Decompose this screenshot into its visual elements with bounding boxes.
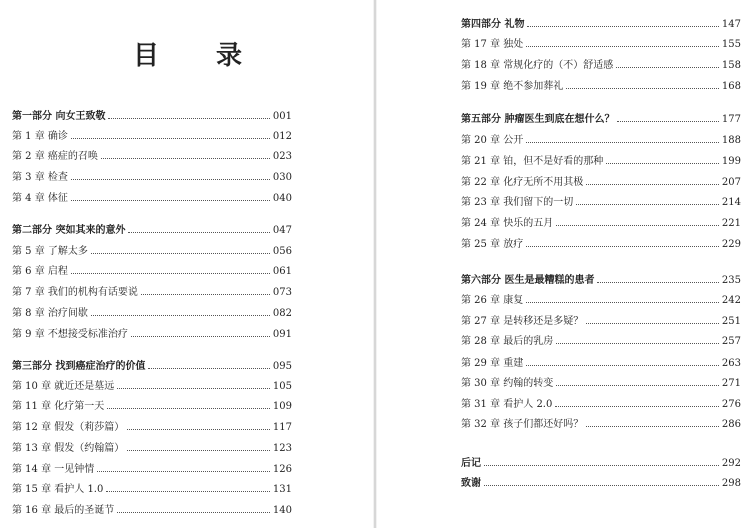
- toc-chapter-entry: [12, 190, 292, 208]
- toc-entry-label: 第 27 章 是转移还是多疑？: [461, 316, 584, 327]
- toc-entry-page-number: 229: [721, 239, 741, 250]
- toc-entry-page-number: 023: [272, 151, 292, 162]
- toc-entry-page-number: 286: [721, 419, 741, 430]
- toc-entry-page-number: 199: [721, 156, 741, 167]
- toc-chapter-entry: [12, 502, 292, 520]
- toc-entry-label: 第 17 章 独处: [461, 39, 524, 50]
- toc-entry-label: 第二部分 突如其来的意外: [12, 225, 126, 236]
- toc-entry-label: 第 11 章 化疗第一天: [12, 401, 105, 412]
- dot-leader: [556, 384, 719, 386]
- toc-entry-page-number: 257: [721, 336, 741, 347]
- toc-chapter-entry: [461, 36, 741, 54]
- toc-entry-label: 第 5 章 了解太多: [12, 246, 88, 257]
- dot-leader: [586, 425, 719, 427]
- toc-chapter-entry: [12, 148, 292, 166]
- dot-leader: [141, 293, 270, 295]
- toc-entry-page-number: 056: [272, 246, 292, 257]
- toc-chapter-entry: [461, 396, 741, 414]
- dot-leader: [71, 199, 270, 201]
- toc-entry-page-number: 251: [721, 316, 741, 327]
- toc-chapter-entry: [12, 305, 292, 323]
- toc-entry-label: 第 21 章 铂，但不是好看的那种: [461, 156, 604, 167]
- toc-chapter-entry: [461, 215, 741, 233]
- dot-leader: [527, 25, 718, 27]
- dot-leader: [616, 66, 719, 68]
- toc-part-entry: [461, 16, 741, 34]
- dot-leader: [127, 428, 270, 430]
- toc-entry-label: 第 32 章 孩子们都还好吗？: [461, 419, 584, 430]
- toc-entry-page-number: 177: [721, 114, 741, 125]
- toc-entry-label: 第 26 章 康复: [461, 295, 524, 306]
- dot-leader: [91, 314, 270, 316]
- toc-entry-label: 第 29 章 重建: [461, 358, 524, 369]
- toc-part-entry: [461, 475, 741, 493]
- toc-entry-label: 第五部分 肿瘤医生到底在想什么？: [461, 114, 615, 125]
- dot-leader: [117, 511, 270, 513]
- toc-entry-label: 第 30 章 约翰的转变: [461, 378, 554, 389]
- toc-entry-label: 第 20 章 公开: [461, 135, 524, 146]
- toc-entry-label: 第 23 章 我们留下的一切: [461, 197, 574, 208]
- toc-entry-label: 第 14 章 一见钟情: [12, 464, 95, 475]
- toc-chapter-entry: [12, 398, 292, 416]
- toc-chapter-entry: [12, 128, 292, 146]
- toc-entry-page-number: 061: [272, 266, 292, 277]
- toc-entry-page-number: 158: [721, 60, 741, 71]
- toc-entry-label: 第 13 章 假发（约翰篇）: [12, 443, 125, 454]
- toc-part-entry: [461, 111, 741, 129]
- toc-chapter-entry: [12, 263, 292, 281]
- toc-entry-page-number: 188: [721, 135, 741, 146]
- toc-chapter-entry: [461, 194, 741, 212]
- dot-leader: [127, 449, 270, 451]
- toc-chapter-entry: [461, 313, 741, 331]
- toc-entry-page-number: 147: [721, 19, 741, 30]
- toc-entry-label: 致谢: [461, 478, 481, 489]
- toc-entry-page-number: 073: [272, 287, 292, 298]
- toc-entry-label: 第 28 章 最后的乳房: [461, 336, 554, 347]
- toc-chapter-entry: [12, 378, 292, 396]
- toc-chapter-entry: [461, 292, 741, 310]
- dot-leader: [566, 87, 719, 89]
- toc-entry-label: 第 25 章 放疗: [461, 239, 524, 250]
- dot-leader: [71, 137, 270, 139]
- toc-entry-label: 第 7 章 我们的机构有话要说: [12, 287, 138, 298]
- toc-entry-page-number: 117: [272, 422, 292, 433]
- toc-chapter-entry: [12, 461, 292, 479]
- toc-chapter-entry: [461, 416, 741, 434]
- dot-leader: [526, 45, 719, 47]
- dot-leader: [131, 335, 270, 337]
- dot-leader: [555, 405, 719, 407]
- toc-entry-page-number: 214: [721, 197, 741, 208]
- toc-entry-label: 第 18 章 常规化疗的（不）舒适感: [461, 60, 614, 71]
- toc-entry-label: 第 19 章 绝不参加葬礼: [461, 81, 564, 92]
- dot-leader: [556, 224, 719, 226]
- toc-entry-page-number: 126: [272, 464, 292, 475]
- toc-chapter-entry: [461, 132, 741, 150]
- toc-entry-page-number: 207: [721, 177, 741, 188]
- toc-entry-page-number: 047: [272, 225, 292, 236]
- toc-chapter-entry: [461, 375, 741, 393]
- toc-chapter-entry: [461, 333, 741, 351]
- toc-entry-label: 第四部分 礼物: [461, 19, 525, 30]
- dot-leader: [606, 162, 719, 164]
- toc-entry-label: 第六部分 医生是最糟糕的患者: [461, 275, 595, 286]
- toc-entry-page-number: 109: [272, 401, 292, 412]
- toc-entry-page-number: 123: [272, 443, 292, 454]
- toc-entry-page-number: 155: [721, 39, 741, 50]
- dot-leader: [71, 272, 270, 274]
- dot-leader: [484, 484, 719, 486]
- toc-entry-page-number: 105: [272, 381, 292, 392]
- toc-entry-label: 第 3 章 检查: [12, 172, 68, 183]
- toc-entry-page-number: 298: [721, 478, 741, 489]
- toc-entry-label: 第 8 章 治疗间歇: [12, 308, 88, 319]
- toc-chapter-entry: [461, 355, 741, 373]
- toc-entry-page-number: 292: [721, 458, 741, 469]
- toc-title: 目 录: [132, 41, 267, 71]
- toc-entry-page-number: 168: [721, 81, 741, 92]
- dot-leader: [106, 490, 270, 492]
- toc-entry-label: 后记: [461, 458, 481, 469]
- toc-part-entry: [461, 455, 741, 473]
- toc-chapter-entry: [12, 481, 292, 499]
- toc-entry-label: 第 2 章 癌症的召唤: [12, 151, 98, 162]
- toc-entry-page-number: 012: [272, 131, 292, 142]
- toc-entry-page-number: 095: [272, 361, 292, 372]
- toc-chapter-entry: [461, 78, 741, 96]
- toc-entry-page-number: 082: [272, 308, 292, 319]
- toc-part-entry: [12, 222, 292, 240]
- dot-leader: [108, 117, 269, 119]
- toc-entry-page-number: 091: [272, 329, 292, 340]
- toc-chapter-entry: [12, 419, 292, 437]
- toc-chapter-entry: [12, 326, 292, 344]
- toc-entry-label: 第 6 章 启程: [12, 266, 68, 277]
- toc-entry-page-number: 271: [721, 378, 741, 389]
- toc-entry-label: 第 16 章 最后的圣诞节: [12, 505, 115, 516]
- dot-leader: [586, 183, 719, 185]
- toc-entry-page-number: 235: [721, 275, 741, 286]
- dot-leader: [91, 252, 270, 254]
- dot-leader: [484, 464, 719, 466]
- right-page: [377, 0, 750, 528]
- toc-entry-label: 第三部分 找到癌症治疗的价值: [12, 361, 146, 372]
- dot-leader: [71, 178, 270, 180]
- dot-leader: [556, 342, 719, 344]
- toc-part-entry: [461, 272, 741, 290]
- toc-entry-page-number: 221: [721, 218, 741, 229]
- toc-chapter-entry: [461, 236, 741, 254]
- toc-entry-label: 第 9 章 不想接受标准治疗: [12, 329, 128, 340]
- toc-chapter-entry: [12, 243, 292, 261]
- toc-entry-page-number: 276: [721, 399, 741, 410]
- dot-leader: [117, 387, 270, 389]
- dot-leader: [617, 120, 718, 122]
- toc-entry-label: 第 1 章 确诊: [12, 131, 68, 142]
- toc-entry-page-number: 140: [272, 505, 292, 516]
- dot-leader: [576, 203, 719, 205]
- toc-chapter-entry: [461, 174, 741, 192]
- toc-entry-page-number: 131: [272, 484, 292, 495]
- toc-entry-label: 第一部分 向女王致敬: [12, 111, 106, 122]
- dot-leader: [526, 364, 719, 366]
- toc-chapter-entry: [461, 153, 741, 171]
- toc-chapter-entry: [12, 284, 292, 302]
- dot-leader: [526, 141, 719, 143]
- toc-chapter-entry: [12, 440, 292, 458]
- toc-part-entry: [12, 108, 292, 126]
- toc-entry-label: 第 15 章 看护人 1.0: [12, 484, 104, 495]
- dot-leader: [101, 157, 270, 159]
- toc-entry-page-number: 001: [272, 111, 292, 122]
- dot-leader: [597, 281, 718, 283]
- dot-leader: [148, 367, 269, 369]
- toc-entry-label: 第 24 章 快乐的五月: [461, 218, 554, 229]
- toc-entry-label: 第 12 章 假发（莉莎篇）: [12, 422, 125, 433]
- toc-entry-page-number: 242: [721, 295, 741, 306]
- dot-leader: [526, 245, 719, 247]
- toc-entry-label: 第 4 章 体征: [12, 193, 68, 204]
- toc-entry-page-number: 040: [272, 193, 292, 204]
- dot-leader: [526, 301, 719, 303]
- dot-leader: [128, 231, 269, 233]
- dot-leader: [586, 322, 719, 324]
- dot-leader: [97, 470, 270, 472]
- dot-leader: [107, 407, 270, 409]
- toc-entry-page-number: 263: [721, 358, 741, 369]
- toc-entry-label: 第 22 章 化疗无所不用其极: [461, 177, 584, 188]
- toc-chapter-entry: [12, 169, 292, 187]
- toc-entry-label: 第 10 章 就近还是墓远: [12, 381, 115, 392]
- toc-entry-page-number: 030: [272, 172, 292, 183]
- toc-entry-label: 第 31 章 看护人 2.0: [461, 399, 553, 410]
- toc-chapter-entry: [461, 57, 741, 75]
- toc-part-entry: [12, 358, 292, 376]
